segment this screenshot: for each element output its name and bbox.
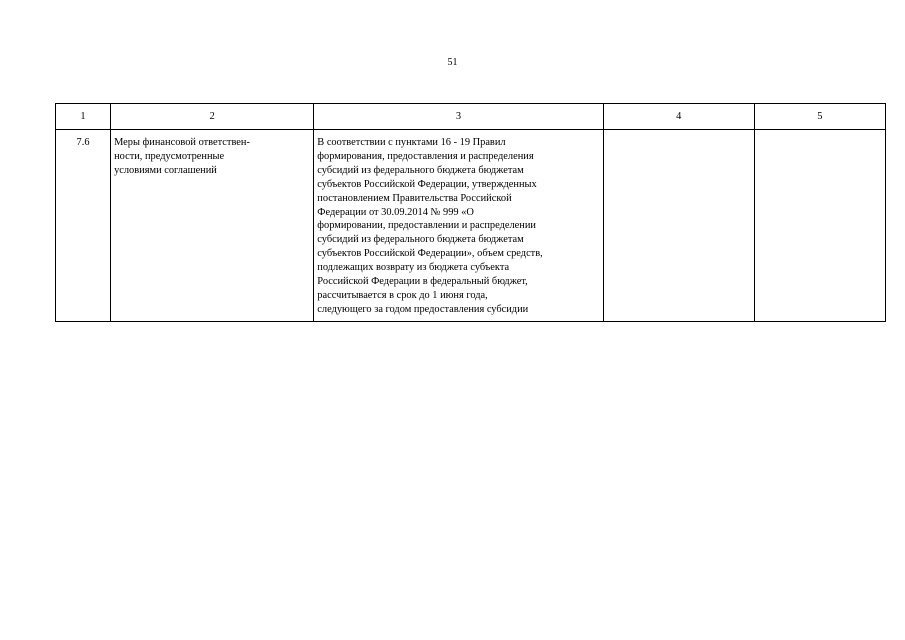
- header-col-2: 2: [111, 104, 314, 130]
- description-line: субсидий из федерального бюджета бюджетам: [317, 164, 524, 176]
- header-col-3: 3: [314, 104, 603, 130]
- measure-line: Меры финансовой ответствен-: [114, 137, 250, 148]
- description-line: постановлением Правительства Российской: [317, 192, 512, 204]
- col-4-cell: [603, 130, 754, 322]
- description-line: рассчитывается в срок до 1 июня года,: [317, 289, 488, 301]
- row-number: 7.6: [76, 137, 90, 148]
- description-text: [314, 130, 602, 321]
- description-line: формирования, предоставления и распределения: [317, 150, 534, 162]
- col-5-text: [755, 130, 885, 140]
- measure-line: ности, предусмотренные: [114, 150, 225, 162]
- description-line: Федерации от 30.09.2014 № 999 «О: [317, 206, 474, 218]
- col-4-text: [604, 130, 754, 140]
- description-line: формировании, предоставлении и распределении: [317, 220, 536, 232]
- measure-cell: [111, 130, 314, 322]
- measure-line: условиями соглашений: [114, 164, 217, 176]
- header-col-4: 4: [603, 104, 754, 130]
- header-col-5: 5: [754, 104, 885, 130]
- description-line: Российской Федерации в федеральный бюджет,: [317, 276, 528, 288]
- description-line: подлежащих возврату из бюджета субъекта: [317, 262, 510, 274]
- description-line: субъектов Российской Федерации, утвержденных: [317, 178, 537, 190]
- description-line: субъектов Российской Федерации», объем средств,: [317, 248, 543, 260]
- description-line: субсидий из федерального бюджета бюджетам: [317, 234, 524, 246]
- page-number: 51: [447, 57, 458, 68]
- col-5-cell: [754, 130, 885, 322]
- measure-text: [111, 130, 313, 182]
- row-number-cell: [56, 130, 111, 322]
- document-table: [55, 103, 886, 322]
- header-col-1: 1: [56, 104, 111, 130]
- table-row: [56, 130, 886, 322]
- description-line: следующего за годом предоставления субсидии: [317, 303, 529, 315]
- description-cell: [314, 130, 603, 322]
- table-header-row: [56, 104, 886, 130]
- description-line: В соответствии с пунктами 16 - 19 Правил: [317, 137, 506, 148]
